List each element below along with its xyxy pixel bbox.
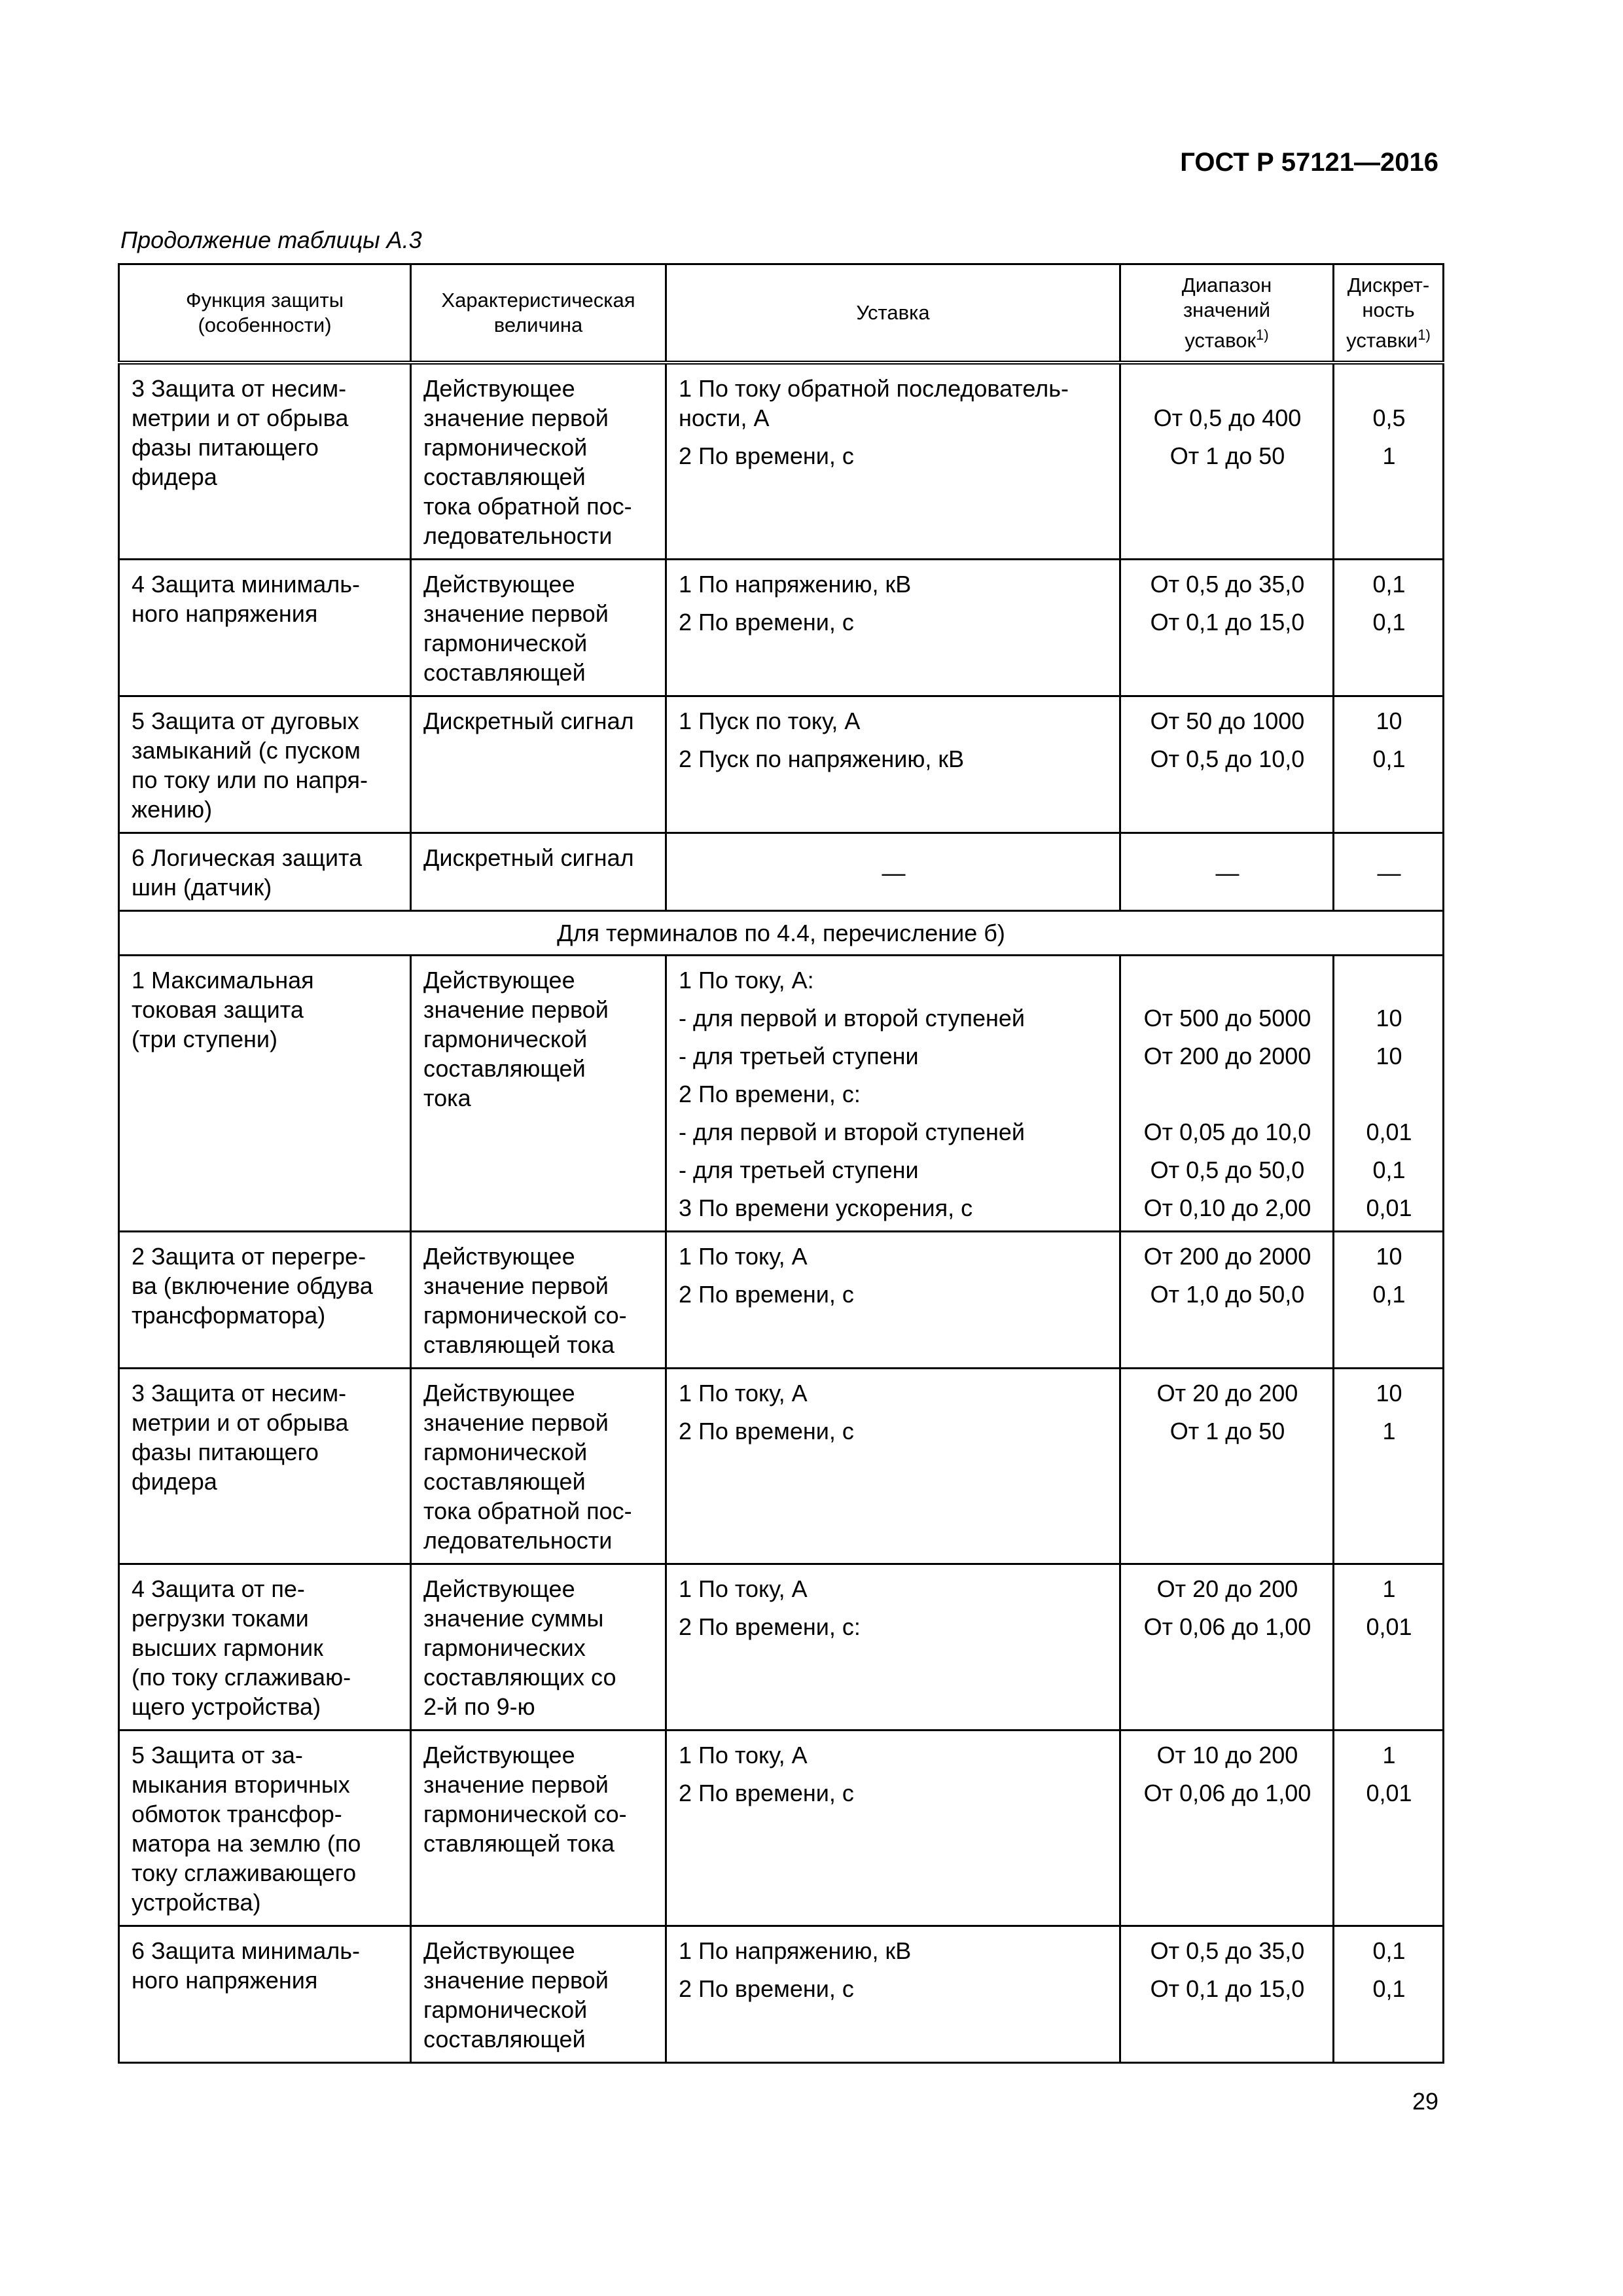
setting-line: - для первой и второй ступеней xyxy=(679,1119,1026,1145)
cell-line: 6 Защита минималь- xyxy=(132,1937,360,1964)
discreteness-value xyxy=(1346,965,1432,995)
characteristic-cell xyxy=(411,1232,666,1369)
table-row xyxy=(119,1731,1444,1926)
discreteness-value: 0,1 xyxy=(1372,1281,1406,1308)
range-value: От 0,06 до 1,00 xyxy=(1143,1613,1311,1640)
characteristic-cell xyxy=(411,1369,666,1564)
function-cell xyxy=(119,1926,411,2063)
range-value: От 0,5 до 35,0 xyxy=(1150,1937,1305,1964)
header-setting: Уставка xyxy=(666,264,1120,363)
cell-line: составляющей xyxy=(423,2026,586,2053)
setting-line: 2 По времени, с xyxy=(679,1281,854,1308)
cell-line: составляющей xyxy=(423,463,586,490)
setting-cell xyxy=(666,1731,1120,1926)
discreteness-cell xyxy=(1334,1369,1444,1564)
discreteness-value: 1 xyxy=(1382,442,1396,469)
setting-cell: — xyxy=(666,833,1120,911)
range-cell xyxy=(1120,1232,1334,1369)
range-value: От 1,0 до 50,0 xyxy=(1150,1281,1305,1308)
cell-line: фазы питающего xyxy=(132,1439,319,1465)
function-cell xyxy=(119,1232,411,1369)
setting-cell xyxy=(666,696,1120,833)
discreteness-value: 0,01 xyxy=(1366,1613,1412,1640)
setting-line: 2 Пуск по напряжению, кВ xyxy=(679,745,965,772)
cell-line: составляющей xyxy=(423,1055,586,1082)
range-value: От 0,5 до 400 xyxy=(1153,404,1302,431)
cell-line: ного напряжения xyxy=(132,600,318,627)
cell-line: значение первой xyxy=(423,404,609,431)
range-value: От 0,5 до 35,0 xyxy=(1150,571,1305,598)
cell-line: (по току сглаживаю- xyxy=(132,1664,351,1691)
discreteness-value: 10 xyxy=(1376,1005,1402,1031)
cell-line: составляющей xyxy=(423,659,586,686)
cell-line: гармонической xyxy=(423,1026,588,1052)
section-header-row xyxy=(119,911,1444,956)
function-cell xyxy=(119,696,411,833)
range-value: От 200 до 2000 xyxy=(1143,1243,1311,1270)
cell-line: ледовательности xyxy=(423,522,613,549)
setting-line: 2 По времени, с xyxy=(679,442,854,469)
range-value: От 20 до 200 xyxy=(1156,1380,1298,1407)
discreteness-value: 10 xyxy=(1376,1380,1402,1407)
range-value: От 0,5 до 50,0 xyxy=(1150,1157,1305,1183)
cell-line: 6 Логическая защита xyxy=(132,844,363,871)
header-characteristic: Характеристическая величина xyxy=(411,264,666,363)
range-cell xyxy=(1120,1926,1334,2063)
cell-line: жению) xyxy=(132,796,213,823)
setting-cell xyxy=(666,1564,1120,1731)
cell-line: ставляющей тока xyxy=(423,1830,615,1857)
range-value xyxy=(1133,965,1322,995)
cell-line: матора на землю (по xyxy=(132,1830,361,1857)
header-discreteness: Дискрет- ность уставки$^{1)}$ xyxy=(1334,264,1444,363)
footnote-mark: 1) xyxy=(1256,326,1269,343)
cell-line: метрии и от обрыва xyxy=(132,1409,349,1436)
cell-line: регрузки токами xyxy=(132,1605,309,1632)
setting-line: 2 По времени, с xyxy=(679,1975,854,2002)
setting-line: - для третьей ступени xyxy=(679,1157,919,1183)
cell-line: шин (датчик) xyxy=(132,874,272,901)
range-cell xyxy=(1120,1564,1334,1731)
cell-line: Действующее xyxy=(423,1937,575,1964)
discreteness-value: 0,1 xyxy=(1372,571,1406,598)
discreteness-cell xyxy=(1334,1926,1444,2063)
discreteness-value: 0,5 xyxy=(1372,404,1406,431)
cell-line: составляющих со xyxy=(423,1664,616,1691)
cell-line: мыкания вторичных xyxy=(132,1771,350,1798)
cell-line: (три ступени) xyxy=(132,1026,277,1052)
function-cell xyxy=(119,956,411,1232)
discreteness-value: 1 xyxy=(1382,1575,1396,1602)
cell-line: гармонической со- xyxy=(423,1302,627,1329)
cell-line: значение первой xyxy=(423,996,609,1023)
function-cell xyxy=(119,1564,411,1731)
cell-line: ного напряжения xyxy=(132,1967,318,1994)
cell-line: Действующее xyxy=(423,571,575,598)
setting-line: - для первой и второй ступеней xyxy=(679,1005,1026,1031)
discreteness-cell xyxy=(1334,1232,1444,1369)
range-value: От 0,06 до 1,00 xyxy=(1143,1780,1311,1806)
cell-line: 1 Максимальная xyxy=(132,967,314,994)
setting-line: 1 По току, А xyxy=(679,1575,808,1602)
table-row xyxy=(119,696,1444,833)
function-cell xyxy=(119,1369,411,1564)
table-row xyxy=(119,1564,1444,1731)
setting-line: 2 По времени, с: xyxy=(679,1081,861,1107)
function-cell xyxy=(119,1731,411,1926)
range-value: От 50 до 1000 xyxy=(1150,708,1305,734)
function-cell xyxy=(119,833,411,911)
table-row xyxy=(119,1232,1444,1369)
footnote-mark: 1) xyxy=(1418,326,1431,343)
discreteness-value: 10 xyxy=(1376,708,1402,734)
characteristic-cell xyxy=(411,696,666,833)
range-value: От 0,05 до 10,0 xyxy=(1143,1119,1311,1145)
cell-line: Действующее xyxy=(423,1575,575,1602)
range-value: От 0,10 до 2,00 xyxy=(1143,1194,1311,1221)
cell-line: тока обратной пос- xyxy=(423,1498,632,1524)
discreteness-value: 10 xyxy=(1376,1043,1402,1069)
discreteness-value: 1 xyxy=(1382,1418,1396,1444)
cell-line: значение первой xyxy=(423,1409,609,1436)
function-cell xyxy=(119,363,411,560)
table-row xyxy=(119,363,1444,560)
cell-line: 5 Защита от за- xyxy=(132,1742,303,1768)
cell-line: Дискретный сигнал xyxy=(423,844,634,871)
characteristic-cell xyxy=(411,956,666,1232)
setting-line: 1 По току, А: xyxy=(679,967,814,994)
discreteness-value xyxy=(1346,374,1432,403)
setting-cell xyxy=(666,363,1120,560)
cell-line: Действующее xyxy=(423,1380,575,1407)
cell-line: составляющей xyxy=(423,1468,586,1495)
discreteness-value: 0,1 xyxy=(1372,1937,1406,1964)
header-range: Диапазон значений уставок$^{1)}$ xyxy=(1120,264,1334,363)
range-cell xyxy=(1120,1731,1334,1926)
range-value: От 10 до 200 xyxy=(1156,1742,1298,1768)
setting-line: 2 По времени, с xyxy=(679,609,854,636)
range-value: От 0,1 до 15,0 xyxy=(1150,1975,1305,2002)
cell-line: току сглаживающего xyxy=(132,1859,357,1886)
table-row xyxy=(119,833,1444,911)
page-number: 29 xyxy=(1412,2088,1438,2115)
cell-line: значение первой xyxy=(423,1967,609,1994)
setting-cell xyxy=(666,560,1120,696)
discreteness-value: 0,01 xyxy=(1366,1194,1412,1221)
cell-line: трансформатора) xyxy=(132,1302,326,1329)
discreteness-value: 0,01 xyxy=(1366,1119,1412,1145)
setting-line: 2 По времени, с xyxy=(679,1418,854,1444)
cell-line: 3 Защита от несим- xyxy=(132,375,347,402)
discreteness-cell xyxy=(1334,956,1444,1232)
cell-line: устройства) xyxy=(132,1889,261,1916)
cell-line: метрии и от обрыва xyxy=(132,404,349,431)
discreteness-value: 0,1 xyxy=(1372,1975,1406,2002)
discreteness-value: 0,1 xyxy=(1372,745,1406,772)
cell-line: 3 Защита от несим- xyxy=(132,1380,347,1407)
setting-cell xyxy=(666,1232,1120,1369)
range-value: От 1 до 50 xyxy=(1169,1418,1285,1444)
cell-line: гармонической xyxy=(423,630,588,656)
discreteness-cell: — xyxy=(1334,833,1444,911)
setting-line: 1 По напряжению, кВ xyxy=(679,571,912,598)
setting-line: 1 По току, А xyxy=(679,1380,808,1407)
setting-line: 1 По напряжению, кВ xyxy=(679,1937,912,1964)
cell-line: тока xyxy=(423,1085,471,1111)
setting-line: 3 По времени ускорения, с xyxy=(679,1194,973,1221)
setting-line: 1 Пуск по току, А xyxy=(679,708,861,734)
setting-line: ности, А xyxy=(679,404,770,431)
cell-line: гармонических xyxy=(423,1634,586,1661)
cell-line: фидера xyxy=(132,1468,217,1495)
cell-line: токовая защита xyxy=(132,996,304,1023)
setting-cell xyxy=(666,956,1120,1232)
cell-line: фидера xyxy=(132,463,217,490)
discreteness-cell xyxy=(1334,1564,1444,1731)
range-value: От 0,1 до 15,0 xyxy=(1150,609,1305,636)
cell-line: 4 Защита минималь- xyxy=(132,571,360,598)
discreteness-value: 1 xyxy=(1382,1742,1396,1768)
characteristic-cell xyxy=(411,560,666,696)
cell-line: гармонической xyxy=(423,434,588,461)
range-value: От 1 до 50 xyxy=(1169,442,1285,469)
table-row xyxy=(119,956,1444,1232)
setting-line: 1 По току, А xyxy=(679,1243,808,1270)
discreteness-value: 0,1 xyxy=(1372,1157,1406,1183)
setting-line: 1 По току, А xyxy=(679,1742,808,1768)
cell-line: ва (включение обдува xyxy=(132,1272,373,1299)
protection-settings-table xyxy=(118,263,1444,2064)
cell-line: по току или по напря- xyxy=(132,766,368,793)
cell-line: гармонической xyxy=(423,1996,588,2023)
range-value xyxy=(1133,1079,1322,1109)
cell-line: Действующее xyxy=(423,375,575,402)
cell-line: ставляющей тока xyxy=(423,1331,615,1358)
discreteness-cell xyxy=(1334,696,1444,833)
cell-line: щего устройства) xyxy=(132,1693,321,1720)
range-cell xyxy=(1120,1369,1334,1564)
cell-line: 4 Защита от пе- xyxy=(132,1575,305,1602)
range-value: От 200 до 2000 xyxy=(1143,1043,1311,1069)
cell-line: тока обратной пос- xyxy=(423,493,632,520)
discreteness-value: 0,1 xyxy=(1372,609,1406,636)
range-cell xyxy=(1120,696,1334,833)
setting-line: 1 По току обратной последователь- xyxy=(679,375,1069,402)
section-header: Для терминалов по 4.4, перечисление б) xyxy=(119,911,1444,956)
characteristic-cell xyxy=(411,1731,666,1926)
range-cell xyxy=(1120,560,1334,696)
table-body xyxy=(119,363,1444,2063)
range-cell xyxy=(1120,956,1334,1232)
cell-line: гармонической со- xyxy=(423,1801,627,1827)
characteristic-cell xyxy=(411,833,666,911)
discreteness-cell xyxy=(1334,363,1444,560)
range-value: От 0,5 до 10,0 xyxy=(1150,745,1305,772)
setting-line: - для третьей ступени xyxy=(679,1043,919,1069)
discreteness-value: 10 xyxy=(1376,1243,1402,1270)
cell-line: 2-й по 9-ю xyxy=(423,1693,535,1720)
cell-line: гармонической xyxy=(423,1439,588,1465)
cell-line: 5 Защита от дуговых xyxy=(132,708,359,734)
cell-line: 2 Защита от перегре- xyxy=(132,1243,366,1270)
range-cell xyxy=(1120,363,1334,560)
setting-cell xyxy=(666,1926,1120,2063)
cell-line: значение первой xyxy=(423,1272,609,1299)
discreteness-value: 0,01 xyxy=(1366,1780,1412,1806)
discreteness-cell xyxy=(1334,560,1444,696)
cell-line: Действующее xyxy=(423,1243,575,1270)
table-row xyxy=(119,1926,1444,2063)
cell-line: значение первой xyxy=(423,600,609,627)
cell-line: Дискретный сигнал xyxy=(423,708,634,734)
cell-line: значение суммы xyxy=(423,1605,604,1632)
table-row xyxy=(119,560,1444,696)
cell-line: ледовательности xyxy=(423,1527,613,1554)
function-cell xyxy=(119,560,411,696)
setting-line: 2 По времени, с xyxy=(679,1780,854,1806)
characteristic-cell xyxy=(411,1564,666,1731)
document-number: ГОСТ Р 57121—2016 xyxy=(1180,148,1438,177)
cell-line: значение первой xyxy=(423,1771,609,1798)
table-header-row xyxy=(119,264,1444,363)
cell-line: Действующее xyxy=(423,1742,575,1768)
range-value: От 20 до 200 xyxy=(1156,1575,1298,1602)
setting-cell xyxy=(666,1369,1120,1564)
characteristic-cell xyxy=(411,363,666,560)
discreteness-cell xyxy=(1334,1731,1444,1926)
range-cell: — xyxy=(1120,833,1334,911)
setting-line: 2 По времени, с: xyxy=(679,1613,861,1640)
cell-line: фазы питающего xyxy=(132,434,319,461)
discreteness-value xyxy=(1346,1079,1432,1109)
cell-line: высших гармоник xyxy=(132,1634,323,1661)
cell-line: Действующее xyxy=(423,967,575,994)
table-caption: Продолжение таблицы А.3 xyxy=(120,226,422,253)
cell-line: обмоток трансфор- xyxy=(132,1801,342,1827)
table-row xyxy=(119,1369,1444,1564)
cell-line: замыканий (с пуском xyxy=(132,737,361,764)
range-value: От 500 до 5000 xyxy=(1143,1005,1311,1031)
header-function: Функция защиты (особенности) xyxy=(119,264,411,363)
range-value xyxy=(1133,374,1322,403)
characteristic-cell xyxy=(411,1926,666,2063)
